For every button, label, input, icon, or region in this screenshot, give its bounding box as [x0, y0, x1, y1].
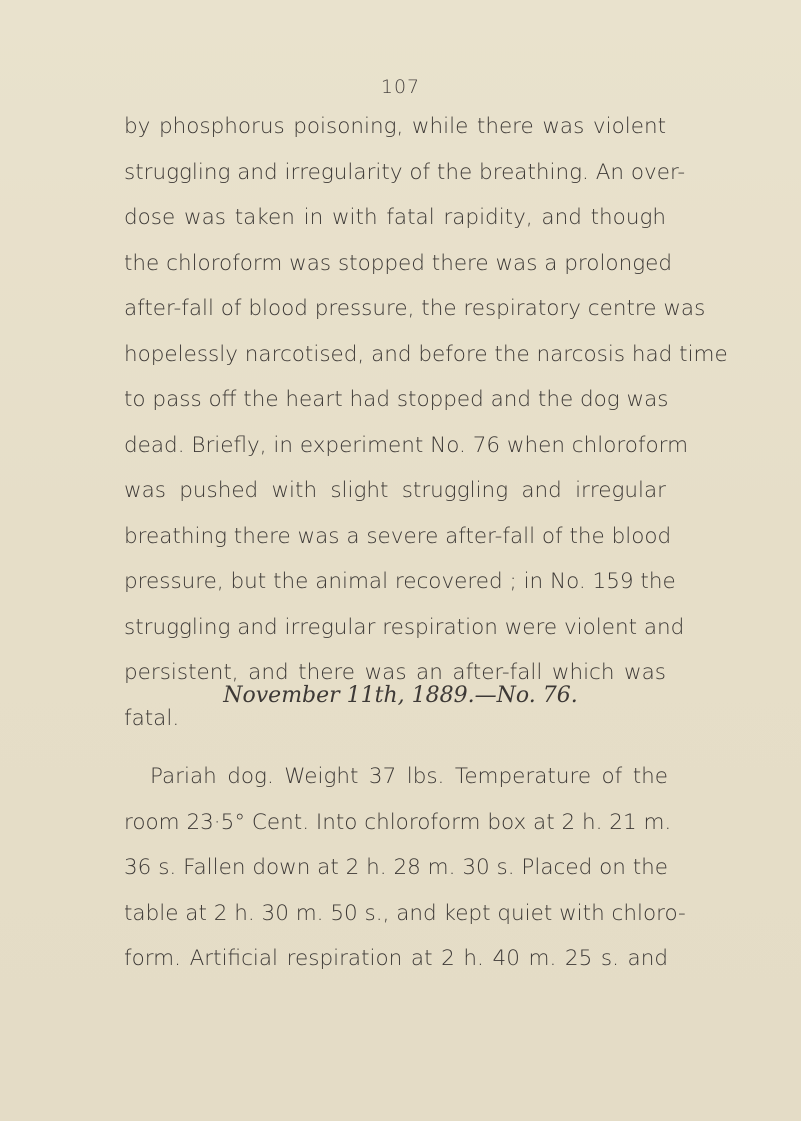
text-line: hopelessly narcotised, and before the narcosis had time	[124, 341, 728, 367]
paragraph-2	[124, 754, 686, 982]
text-line: to pass off the heart had stopped and the dog was	[124, 387, 669, 412]
text-line: persistent, and there was an after-fall which was	[124, 660, 666, 685]
text-line: struggling and irregular respiration were violent and	[124, 614, 685, 640]
text-line: 36 s. Fallen down at 2 h. 28 m. 30 s. Placed on the	[124, 855, 668, 880]
page-number: 107	[380, 76, 421, 98]
text-line: form. Artificial respiration at 2 h. 40 m. 25 s. and	[124, 946, 668, 971]
text-line: after-fall of blood pressure, the respiratory centre was	[124, 296, 706, 321]
text-line: struggling and irregularity of the breathing. An over-	[124, 159, 686, 185]
text-line: pressure, but the animal recovered ; in No. 159 the	[124, 569, 676, 594]
text-line: breathing there was a severe after-fall of the blood	[124, 523, 672, 549]
text-line: table at 2 h. 30 m. 50 s., and kept quiet with chloro-	[124, 900, 686, 926]
paragraph-1	[124, 104, 728, 741]
text-line: fatal.	[124, 705, 180, 731]
text-line: room 23·5° Cent. Into chloroform box at 2 h. 21 m.	[124, 809, 672, 835]
text-line: by phosphorus poisoning, while there was violent	[124, 114, 666, 139]
text-line: dead. Briefly, in experiment No. 76 when chloroform	[124, 432, 689, 458]
text-line: Pariah dog. Weight 37 lbs. Temperature of the	[150, 764, 668, 789]
text-line: was pushed with slight struggling and irregular	[124, 478, 666, 503]
section-heading: November 11th, 1889.—No. 76.	[223, 683, 578, 708]
text-line: the chloroform was stopped there was a prolonged	[124, 250, 672, 276]
text-line: dose was taken in with fatal rapidity, and though	[124, 205, 666, 230]
